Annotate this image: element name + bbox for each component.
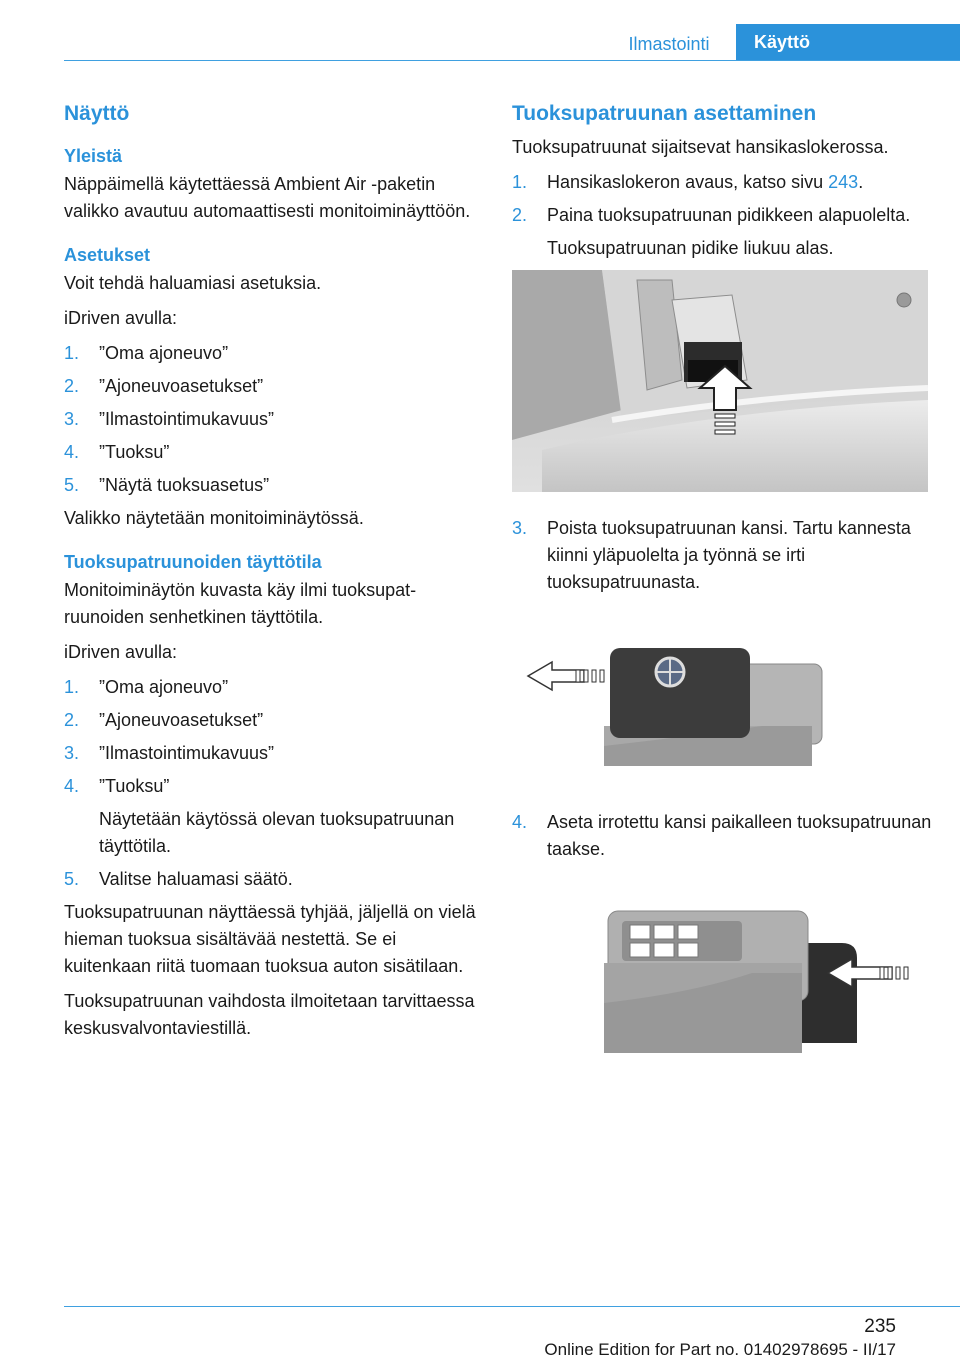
step-text: ”Ajoneuvoasetukset” bbox=[99, 376, 264, 396]
step-number: 4. bbox=[64, 776, 80, 796]
settings-steps bbox=[64, 340, 484, 499]
step-text: Hansikaslokeron avaus, katso sivu bbox=[547, 172, 829, 192]
fill-note-replace: Tuoksupatruunan vaihdosta ilmoitetaan tarvittaessa keskusvalvontaviestillä. bbox=[64, 991, 475, 1038]
page-title: Näyttö bbox=[64, 102, 130, 125]
settings-intro: Voit tehdä haluamiasi asetuksia. bbox=[64, 273, 322, 293]
header-rule bbox=[64, 60, 960, 61]
remove-cover-illustration bbox=[512, 636, 932, 791]
step-number: 3. bbox=[64, 409, 80, 429]
step-number: 3. bbox=[64, 743, 80, 763]
insert-heading: Tuoksupatruunan asettaminen bbox=[512, 102, 817, 125]
step-text: ”Tuoksu” bbox=[99, 776, 170, 796]
insert-steps-1 bbox=[512, 169, 932, 262]
list-item bbox=[64, 740, 484, 767]
step-text: Paina tuoksupatruunan pidikkeen alapuolelta. bbox=[547, 205, 911, 225]
insert-steps-3 bbox=[512, 809, 932, 863]
settings-via: iDriven avulla: bbox=[64, 308, 178, 328]
list-item bbox=[64, 373, 484, 400]
fill-note-empty: Tuoksupatruunan näyttäessä tyhjää, jäljellä on vielä hieman tuoksua sisältävää nestettä. Se ei kuitenkaan riitä tuomaan tuoksua auton sisätilaan. bbox=[64, 902, 476, 976]
fill-steps bbox=[64, 674, 484, 893]
list-item bbox=[512, 515, 932, 596]
glovebox-illustration bbox=[512, 270, 932, 497]
cartridge-cover-image bbox=[512, 636, 928, 786]
step-text: Valitse haluamasi säätö. bbox=[99, 869, 293, 889]
step-text-end: . bbox=[858, 172, 864, 192]
list-item bbox=[64, 340, 484, 367]
step-text: ”Ilmastointimukavuus” bbox=[99, 743, 275, 763]
cartridge-attach-image bbox=[512, 903, 928, 1063]
general-text: Näppäimellä käytettäessä Ambient Air -paketin valikko avautuu automaattisesti monitoiminäyttöön. bbox=[64, 174, 471, 221]
step-number: 4. bbox=[512, 812, 528, 832]
step-number: 2. bbox=[64, 710, 80, 730]
insert-steps-2 bbox=[512, 515, 932, 596]
step-number: 5. bbox=[64, 869, 80, 889]
step-text: Aseta irrotettu kansi paikalleen tuoksupatruunan taakse. bbox=[547, 812, 932, 859]
header-chapter-tab[interactable]: Käyttö bbox=[736, 24, 960, 60]
step-text: ”Oma ajoneuvo” bbox=[99, 677, 229, 697]
step-number: 2. bbox=[512, 205, 528, 225]
settings-heading: Asetukset bbox=[64, 245, 151, 265]
step-text: ”Ilmastointimukavuus” bbox=[99, 409, 275, 429]
attach-cover-illustration bbox=[512, 903, 932, 1068]
list-item bbox=[64, 406, 484, 433]
step-number: 3. bbox=[512, 518, 528, 538]
step-text: ”Ajoneuvoasetukset” bbox=[99, 710, 264, 730]
step-number: 2. bbox=[64, 376, 80, 396]
step-subtext: Tuoksupatruunan pidike liukuu alas. bbox=[547, 238, 834, 258]
page-link[interactable]: 243 bbox=[828, 172, 859, 192]
list-item bbox=[64, 439, 484, 466]
step-text: ”Tuoksu” bbox=[99, 442, 170, 462]
step-number: 5. bbox=[64, 475, 80, 495]
page-number: 235 bbox=[864, 1316, 896, 1337]
edition-note: Online Edition for Part no. 01402978695 - II/17 bbox=[544, 1340, 896, 1359]
right-column bbox=[512, 96, 932, 1086]
list-item bbox=[64, 472, 484, 499]
footer-rule bbox=[64, 1306, 960, 1307]
fill-heading: Tuoksupatruunoiden täyttötila bbox=[64, 552, 322, 572]
step-subtext: Näytetään käytössä olevan tuoksupatruunan täyttötila. bbox=[99, 809, 455, 856]
step-number: 1. bbox=[512, 172, 528, 192]
list-item bbox=[64, 674, 484, 701]
step-text: ”Oma ajoneuvo” bbox=[99, 343, 229, 363]
fill-intro: Monitoiminäytön kuvasta käy ilmi tuoksupatruunoiden senhetkinen täyttötila. bbox=[64, 580, 417, 627]
insert-intro: Tuoksupatruunat sijaitsevat hansikaslokerossa. bbox=[512, 137, 889, 157]
step-text: ”Näytä tuoksuasetus” bbox=[99, 475, 270, 495]
list-item bbox=[512, 809, 932, 863]
step-text: Poista tuoksupatruunan kansi. Tartu kannesta kiinni yläpuolelta ja työnnä se irti tuoksupatruunasta. bbox=[547, 518, 911, 592]
left-column bbox=[64, 96, 484, 1050]
step-number: 4. bbox=[64, 442, 80, 462]
header-section-tab[interactable]: Ilmastointi bbox=[628, 33, 710, 54]
glovebox-image bbox=[512, 270, 928, 492]
step-number: 1. bbox=[64, 343, 80, 363]
list-item bbox=[64, 866, 484, 893]
step-number: 1. bbox=[64, 677, 80, 697]
settings-result: Valikko näytetään monitoiminäytössä. bbox=[64, 508, 364, 528]
general-heading: Yleistä bbox=[64, 146, 123, 166]
list-item bbox=[512, 169, 932, 196]
list-item bbox=[64, 773, 484, 860]
list-item bbox=[512, 202, 932, 262]
fill-via: iDriven avulla: bbox=[64, 642, 178, 662]
list-item bbox=[64, 707, 484, 734]
